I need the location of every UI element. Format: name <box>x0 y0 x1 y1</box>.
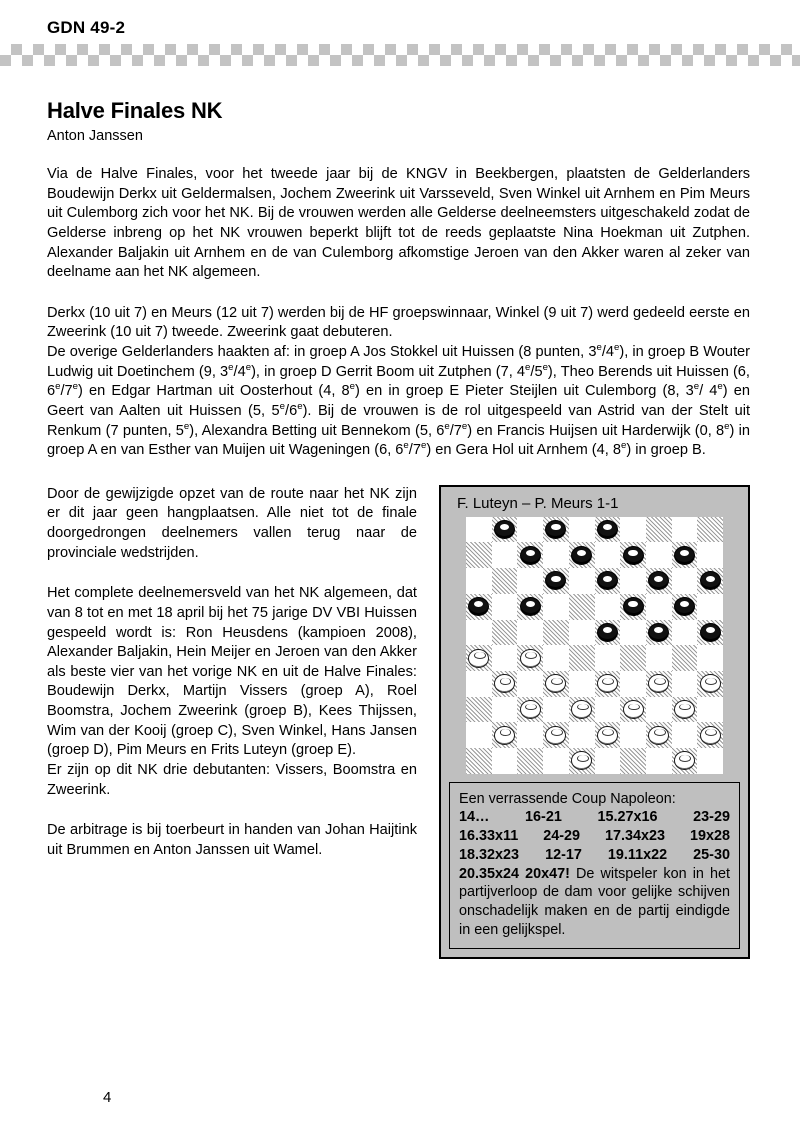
ordinal-suffix: e <box>245 361 252 373</box>
board-square <box>569 594 595 620</box>
move-rows <box>459 808 730 864</box>
ordinal-suffix: e <box>620 440 627 452</box>
board-square <box>543 645 569 671</box>
ordinal-suffix: e <box>349 381 356 393</box>
board-square <box>569 671 595 697</box>
board-square <box>492 620 518 646</box>
results-seg: ), Alexandra Betting uit Bennekom (5, 6 <box>189 422 445 439</box>
board-square <box>646 748 672 774</box>
board-square <box>620 697 646 723</box>
board-square <box>543 542 569 568</box>
board-square <box>569 517 595 543</box>
board-square <box>517 568 543 594</box>
white-piece <box>571 700 592 719</box>
results-seg: ), in groep B Wouter Ludwig uit Doetinchem (9, 3 <box>47 344 751 380</box>
checkered-divider <box>0 44 800 66</box>
board-square <box>672 748 698 774</box>
paragraph-text: Het complete deelnemersveld van het NK algemeen, dat van 8 tot en met 18 april bij het 75 jarige DV VBI Huissen gespeeld wordt is: Ron Heusdens (kampioen 2008), Alexander Baljakin, Hein Meijer en Jeroen van den Akker als beste vier van het vorige NK en uit de Halve Finales: Boudewijn Derkx, Martijn Vissers (groep A), Roel Boomstra, Jochem Zweerink (groep B), Kees Thijssen, Wim van der Kooij (groep C), Sven Winkel, Hans Jansen (groep D), Pim Meurs en Frits Luteyn (groep E). <box>47 585 417 759</box>
board-square <box>543 671 569 697</box>
board-square <box>620 671 646 697</box>
board-square <box>697 697 723 723</box>
board-square <box>620 620 646 646</box>
board-square <box>620 594 646 620</box>
board-square <box>697 517 723 543</box>
board-square <box>595 620 621 646</box>
issue-label: GDN 49-2 <box>47 18 126 37</box>
board-square <box>517 671 543 697</box>
board-square <box>517 748 543 774</box>
page-title: Halve Finales NK <box>47 98 223 123</box>
black-piece <box>494 520 515 539</box>
black-piece <box>520 597 541 616</box>
board-square <box>492 594 518 620</box>
board-square <box>672 542 698 568</box>
board-square <box>697 671 723 697</box>
black-piece <box>597 520 618 539</box>
white-piece <box>623 700 644 719</box>
board-square <box>466 517 492 543</box>
black-piece <box>623 546 644 565</box>
ordinal-suffix: e <box>183 420 190 432</box>
board-square <box>569 645 595 671</box>
board-square <box>620 645 646 671</box>
ordinal-suffix: e <box>444 420 450 432</box>
board-square <box>646 594 672 620</box>
results-seg: ). Bij de vrouwen is de rol uitgespeeld van Astrid van der Stelt uit Renkum (7 punten, 5 <box>47 402 750 439</box>
board-square <box>569 722 595 748</box>
ordinal-suffix: e <box>614 342 620 354</box>
paragraph-text: Door de gewijzigde opzet van de route naar het NK zijn er dit jaar geen hangplaatsen. Alle niet tot de finale doorgedrongen deelnemers vallen terug naar de provinciale wedstrijden. <box>47 485 417 561</box>
board-square <box>697 594 723 620</box>
board-square <box>466 722 492 748</box>
page-header <box>0 0 800 38</box>
ordinal-suffix: e <box>717 381 723 393</box>
ordinal-suffix: e <box>403 440 409 452</box>
board-square <box>672 697 698 723</box>
black-piece <box>571 546 592 565</box>
page-number: 4 <box>103 1089 112 1106</box>
paragraph-text: Derkx (10 uit 7) en Meurs (12 uit 7) werden bij de HF groepswinnaar, Winkel (9 uit 7) werd gedeeld eerste en Zweerink (10 uit 7) tweede. Zweerink gaat debuteren. <box>47 304 750 341</box>
results-seg: ), Theo Berends uit Huissen (6, 6 <box>47 363 750 400</box>
black-piece <box>597 623 618 642</box>
board-square <box>620 517 646 543</box>
board-square <box>466 568 492 594</box>
right-diagram-column <box>429 485 750 959</box>
board-square <box>466 697 492 723</box>
board-square <box>492 542 518 568</box>
board-square <box>620 542 646 568</box>
board-square <box>646 671 672 697</box>
board-square <box>697 620 723 646</box>
move: 16.33x11 <box>459 828 519 845</box>
board-square <box>517 542 543 568</box>
board-square <box>517 594 543 620</box>
board-square <box>492 568 518 594</box>
ordinal-suffix: e <box>228 361 234 373</box>
move: 12-17 <box>545 846 582 863</box>
board-square <box>595 722 621 748</box>
board-square <box>543 517 569 543</box>
results-seg: ) in groep A en van Esther van Muijen uit Wageningen (6, 6 <box>47 422 750 459</box>
move-row <box>459 846 730 865</box>
board-square <box>672 645 698 671</box>
white-piece <box>648 674 669 693</box>
board-square <box>646 697 672 723</box>
ordinal-suffix: e <box>542 361 548 373</box>
board-square <box>697 722 723 748</box>
board-square <box>492 748 518 774</box>
white-piece <box>545 674 566 693</box>
board-square <box>517 722 543 748</box>
white-piece <box>545 726 566 745</box>
board-square <box>517 697 543 723</box>
results-seg: ) en Edgar Hartman uit Oosterhout (4, 8 <box>78 383 350 400</box>
board-square <box>569 542 595 568</box>
board-square <box>466 620 492 646</box>
black-piece <box>545 571 566 590</box>
move: 14… <box>459 809 490 826</box>
white-piece <box>597 674 618 693</box>
board-square <box>466 542 492 568</box>
black-piece <box>648 623 669 642</box>
black-piece <box>700 571 721 590</box>
board-square <box>595 517 621 543</box>
white-piece <box>571 751 592 770</box>
board-square <box>595 748 621 774</box>
board-square <box>672 568 698 594</box>
results-seg: ) en Francis Huijsen uit Harderwijk (0, 8 <box>467 422 725 439</box>
white-piece <box>648 726 669 745</box>
board-square <box>646 568 672 594</box>
results-seg: ) en in groep E Pieter Steijlen uit Culemborg (8, 3 <box>355 383 694 400</box>
left-text-column <box>47 485 429 861</box>
diagram-caption: F. Luteyn – P. Meurs 1-1 <box>457 494 619 512</box>
move: 19x28 <box>689 828 730 845</box>
board-square <box>543 697 569 723</box>
move: 15.27x16 <box>597 809 658 826</box>
board-square <box>543 722 569 748</box>
board-square <box>492 722 518 748</box>
paragraph-results-detail <box>47 343 750 461</box>
move-row <box>459 827 730 846</box>
board-square <box>466 671 492 697</box>
black-piece <box>545 520 566 539</box>
ordinal-suffix: e <box>55 381 61 393</box>
article-content <box>0 98 800 959</box>
board-square <box>672 517 698 543</box>
paragraph-arbitration <box>47 821 417 860</box>
move: 24-29 <box>543 828 580 845</box>
move: 25-30 <box>693 846 730 863</box>
board-square <box>569 748 595 774</box>
board-square <box>595 671 621 697</box>
black-piece <box>623 597 644 616</box>
board-square <box>466 748 492 774</box>
board-square <box>466 594 492 620</box>
paragraph-text: Via de Halve Finales, voor het tweede jaar bij de KNGV in Beekbergen, plaatsten de Gelderlanders Boudewijn Derkx uit Geldermalsen, Jochem Zweerink uit Varsseveld, Sven Winkel uit Arnhem en Pim Meurs uit Culemborg zich voor het NK. Bij de vrouwen werden alle Gelderse deelneemsters uitgeschakeld zodat de Gelderse inbreng op het NK vrouwen beperkt blijft tot de reeds geplaatste Nina Hoekman uit Zutphen. Alexander Baljakin uit Arnhem en de van Culemborg afkomstige Jeroen van den Akker waren al zeker van deelname aan het NK algemeen. <box>47 166 750 281</box>
results-seg: ) in groep B. <box>626 442 706 459</box>
board-square <box>646 542 672 568</box>
results-seg: De overige Gelderlanders haakten af: in groep A Jos Stokkel uit Huissen (8 punten, 3 <box>47 344 597 360</box>
board-square <box>492 517 518 543</box>
black-piece <box>520 546 541 565</box>
paragraph-field <box>47 584 417 800</box>
board-square <box>543 620 569 646</box>
results-seg: / 4 <box>699 383 718 400</box>
black-piece <box>700 623 721 642</box>
black-piece <box>674 546 695 565</box>
notation-intro: Een verrassende Coup Napoleon: <box>459 790 676 807</box>
board-square <box>697 542 723 568</box>
board-square <box>672 671 698 697</box>
board-square <box>466 645 492 671</box>
board-square <box>517 517 543 543</box>
results-seg: /6 <box>285 402 298 419</box>
board-square <box>646 722 672 748</box>
results-seg: /7 <box>60 383 73 400</box>
paragraph-debutants: Er zijn op dit NK drie debutanten: Vissers, Boomstra en Zweerink. <box>47 761 417 798</box>
results-seg: /4 <box>601 344 615 360</box>
board-square <box>595 645 621 671</box>
draughts-diagram-box <box>439 485 750 959</box>
ordinal-suffix: e <box>596 342 602 354</box>
board-square <box>543 594 569 620</box>
board-square <box>697 748 723 774</box>
board-square <box>595 697 621 723</box>
board-square <box>492 671 518 697</box>
results-seg: /5 <box>530 363 543 380</box>
paragraph-text: De arbitrage is bij toerbeurt in handen van Johan Haijtink uit Brummen en Anton Janssen uit Wamel. <box>47 822 417 858</box>
black-piece <box>648 571 669 590</box>
board-square <box>697 568 723 594</box>
white-piece <box>700 674 721 693</box>
white-piece <box>494 726 515 745</box>
paragraph-intro <box>47 165 750 283</box>
final-move: 20.35x24 20x47! <box>459 865 570 882</box>
board-square <box>543 748 569 774</box>
board-square <box>672 620 698 646</box>
white-piece <box>700 726 721 745</box>
ordinal-suffix: e <box>525 361 531 373</box>
board-square <box>620 748 646 774</box>
white-piece <box>674 751 695 770</box>
move: 17.34x23 <box>604 828 665 845</box>
white-piece <box>468 649 489 668</box>
board-square <box>672 594 698 620</box>
move: 16-21 <box>525 809 562 826</box>
board-square <box>595 594 621 620</box>
black-piece <box>597 571 618 590</box>
white-piece <box>597 726 618 745</box>
paragraph-route <box>47 485 417 564</box>
board-square <box>646 620 672 646</box>
white-piece <box>494 674 515 693</box>
paragraph-results <box>47 304 750 461</box>
ordinal-suffix: e <box>72 381 79 393</box>
board-square <box>672 722 698 748</box>
ordinal-suffix: e <box>297 401 303 413</box>
results-seg: ) en Geert van Aalten uit Huissen (5, 5 <box>47 383 751 419</box>
ordinal-suffix: e <box>724 420 730 432</box>
two-column-section <box>47 485 750 959</box>
ordinal-suffix: e <box>693 381 700 393</box>
board-square <box>620 568 646 594</box>
black-piece <box>674 597 695 616</box>
board-square <box>620 722 646 748</box>
board-square <box>543 568 569 594</box>
results-seg: ), in groep D Gerrit Boom uit Zutphen (7, 4 <box>251 363 526 380</box>
white-piece <box>520 700 541 719</box>
notation-conclusion <box>459 865 730 940</box>
results-seg: ) en Gera Hol uit Arnhem (4, 8 <box>426 442 621 459</box>
board-square <box>595 542 621 568</box>
move: 18.32x23 <box>459 846 520 863</box>
results-seg: /4 <box>233 363 246 380</box>
board-square <box>595 568 621 594</box>
board-square <box>569 620 595 646</box>
board-square <box>569 697 595 723</box>
ordinal-suffix: e <box>461 420 468 432</box>
board-square <box>646 645 672 671</box>
board-square <box>492 697 518 723</box>
board-square <box>646 517 672 543</box>
board-square <box>569 568 595 594</box>
board-square <box>517 620 543 646</box>
notation-tail-text: De witspeler kon in het partijverloop de dam voor gelijke schijven onschadelijk maken en de partij eindigde in een gelijkspel. <box>459 865 730 938</box>
black-piece <box>468 597 489 616</box>
results-seg: /7 <box>408 442 421 459</box>
move-row <box>459 808 730 827</box>
ordinal-suffix: e <box>279 401 286 413</box>
board-square <box>492 645 518 671</box>
move: 19.11x22 <box>607 846 668 863</box>
board-square <box>697 645 723 671</box>
board-square <box>517 645 543 671</box>
move-notation-box <box>449 782 740 949</box>
white-piece <box>520 649 541 668</box>
draughts-board <box>466 517 723 774</box>
article-author: Anton Janssen <box>47 128 143 144</box>
ordinal-suffix: e <box>420 440 427 452</box>
results-seg: /7 <box>449 422 462 439</box>
move: 23-29 <box>693 809 730 826</box>
white-piece <box>674 700 695 719</box>
